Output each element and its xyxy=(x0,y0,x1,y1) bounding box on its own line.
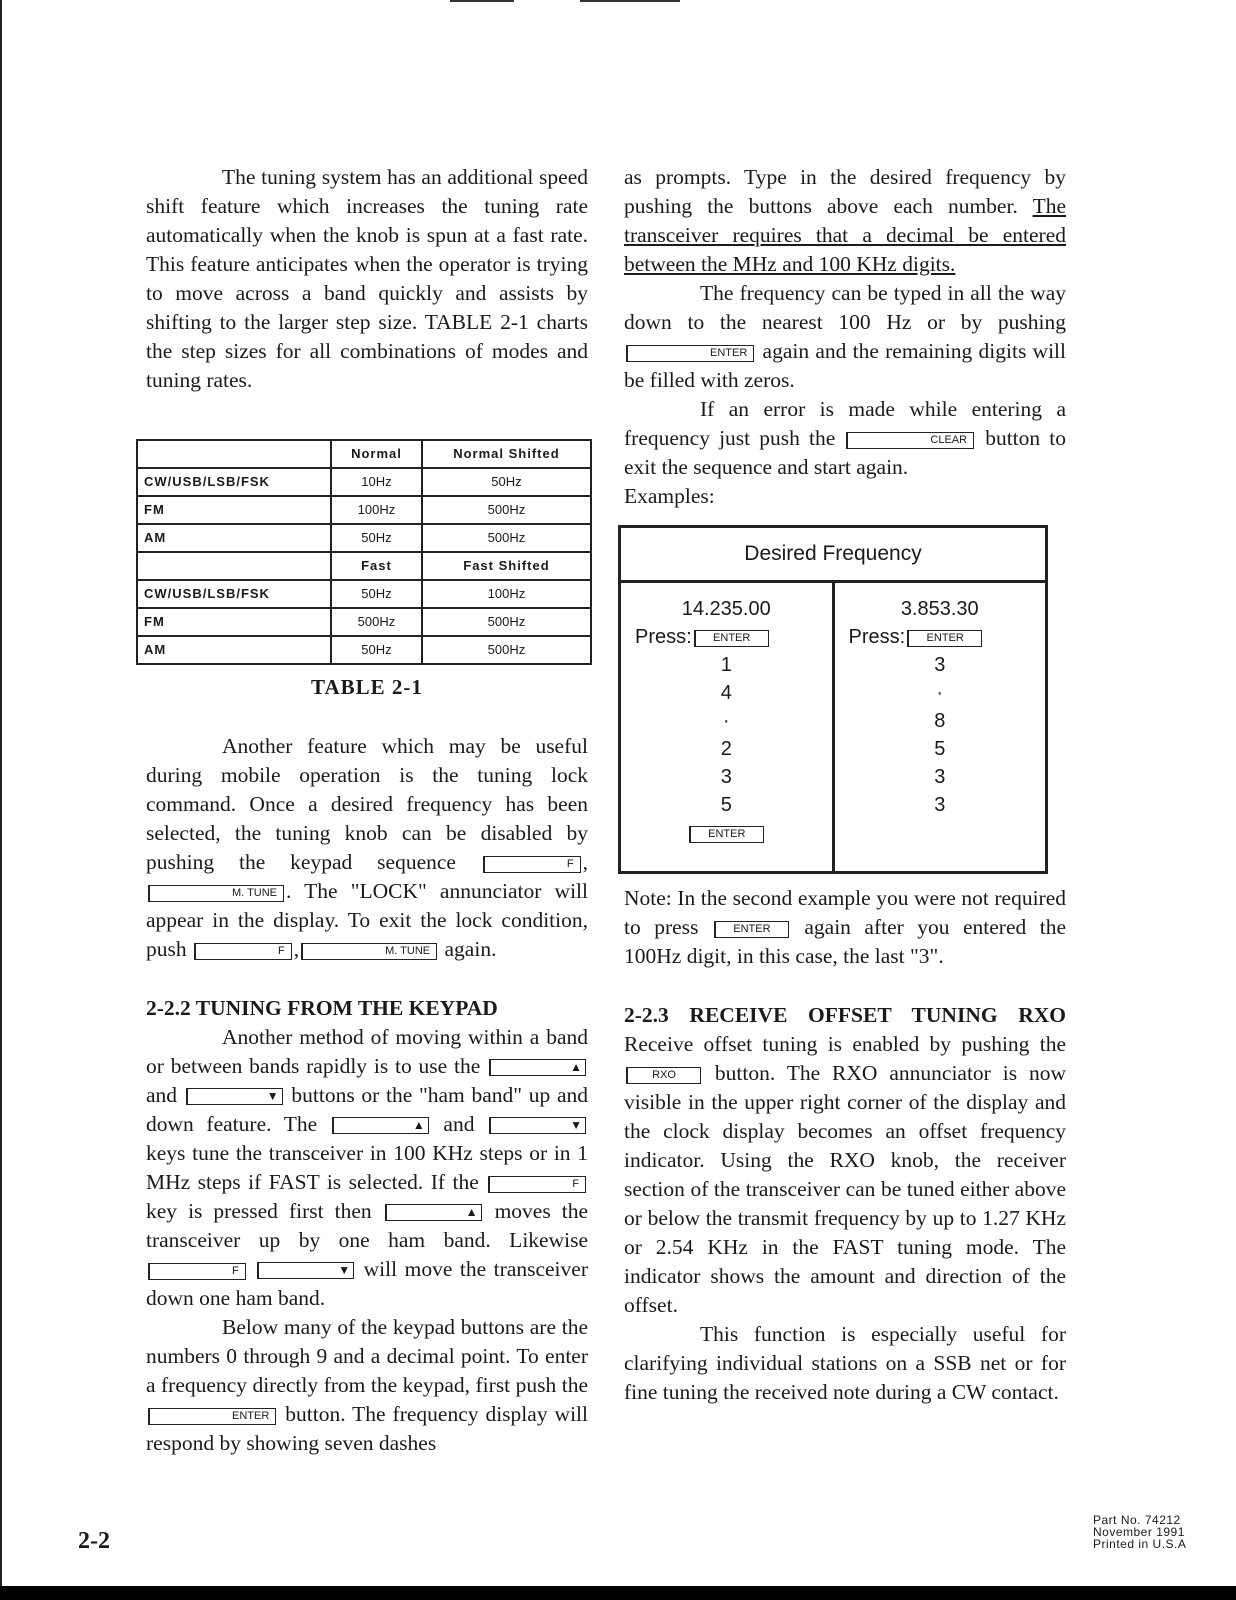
decimal-requirement-note: The transceiver requires that a decimal be entered between the MHz and 100 KHz digits. xyxy=(624,194,1066,276)
table-row xyxy=(620,582,1047,873)
table-cell: 50Hz xyxy=(331,524,422,552)
scan-edge xyxy=(0,1586,1236,1600)
m-tune-key: M. TUNE xyxy=(148,885,284,902)
table-cell-empty xyxy=(137,552,331,580)
top-rule xyxy=(450,0,514,2)
table-cell: CW/USB/LSB/FSK xyxy=(137,468,331,496)
digit: 2 xyxy=(720,738,732,760)
digit: · xyxy=(936,682,944,704)
text-run: keys tune the transceiver in 100 KHz steps or in 1 MHz steps if FAST is selected. If the xyxy=(146,1141,588,1194)
f-key: F xyxy=(148,1263,246,1280)
paragraph-fill-zeros xyxy=(624,279,1066,395)
text-run: again after you entered the 100Hz digit, in this case, the last "3". xyxy=(624,915,1066,968)
examples-label: Examples: xyxy=(624,484,715,508)
table-header: Normal xyxy=(331,440,422,468)
section-heading-2-2-2: 2-2.2 TUNING FROM THE KEYPAD xyxy=(146,996,498,1020)
digit: 3 xyxy=(720,766,732,788)
enter-key: ENTER xyxy=(714,921,789,938)
digit: 3 xyxy=(934,654,946,676)
text-run: as prompts. Type in the desired frequency by pushing the buttons above each number. xyxy=(624,165,1066,218)
text-run: and xyxy=(443,1112,475,1136)
text-run: moves the transceiver up by one ham band. Likewise xyxy=(146,1199,589,1252)
example-2-cell xyxy=(833,582,1047,873)
press-line xyxy=(621,623,832,651)
paragraph-keypad-tuning xyxy=(146,1023,588,1313)
example-1-frequency: 14.235.00 xyxy=(681,598,771,620)
paragraph-direct-entry xyxy=(146,1313,588,1458)
clear-key: CLEAR xyxy=(846,432,974,449)
paragraph-tuning-speed-shift: The tuning system has an additional speed shift feature which increases the tuning rate automatically when the knob is spun at a fast rate. This feature anticipates when the operator is trying to move across a band quickly and assists by shifting to the larger step size. TABLE 2-1 charts the step sizes for all combinations of modes and tuning rates. xyxy=(146,165,588,392)
right-column xyxy=(624,163,1066,1407)
f-key: F xyxy=(194,943,292,960)
digit: 1 xyxy=(720,654,732,676)
text-run: If an error is made while entering a frequency just push the xyxy=(624,397,1066,450)
table-cell: 10Hz xyxy=(331,468,422,496)
digit: · xyxy=(722,710,730,732)
section-heading-2-2-3: 2-2.3 RECEIVE OFFSET TUNING RXO xyxy=(624,1003,1066,1027)
text-run: again. xyxy=(444,937,497,961)
f-key: F xyxy=(488,1176,586,1193)
table-cell: 50Hz xyxy=(331,636,422,664)
down-arrow-key-icon: ▼ xyxy=(186,1088,283,1105)
text-run: Another feature which may be useful during mobile operation is the tuning lock command. Once a desired frequency has been selected, the tuning knob can be disabled by pushing the keypad sequence xyxy=(146,734,588,874)
table-row xyxy=(137,440,591,468)
table-caption: TABLE 2-1 xyxy=(311,675,423,699)
table-row xyxy=(137,496,591,524)
table-row xyxy=(137,636,591,664)
table-cell: 500Hz xyxy=(422,496,591,524)
paragraph-note xyxy=(624,884,1066,971)
print-date: November 1991 xyxy=(1093,1525,1185,1539)
digit: 8 xyxy=(934,710,946,732)
table-cell: 100Hz xyxy=(331,496,422,524)
text-run: will move the transceiver down one ham band. xyxy=(146,1257,588,1310)
f-key: F xyxy=(483,856,581,873)
table-row xyxy=(137,468,591,496)
paragraph-rxo xyxy=(624,1001,1066,1320)
table-row xyxy=(137,580,591,608)
frequency-examples-table xyxy=(618,525,1048,874)
digit: 4 xyxy=(720,682,732,704)
top-rule xyxy=(580,0,680,2)
table-cell: 100Hz xyxy=(422,580,591,608)
rxo-key: RXO xyxy=(626,1067,701,1084)
text-run: Receive offset tuning is enabled by pushing the xyxy=(624,1032,1066,1056)
enter-key: ENTER xyxy=(907,630,982,647)
text-run: key is pressed first then xyxy=(146,1199,372,1223)
table-cell: FM xyxy=(137,496,331,524)
paragraph-tuning-lock: Another feature which may be useful during mobile operation is the tuning lock command. Once a desired frequency has been selected, the tuning knob can be disabled by pushing the keypad sequence F ,M. TUNE . The "LOCK" annunciator will appear in the display. To exit the lock condition, push F , M. TUNE again. xyxy=(146,734,589,961)
step-size-table xyxy=(136,439,592,665)
press-label: Press: xyxy=(848,626,906,648)
table-cell: AM xyxy=(137,524,331,552)
table-cell: 500Hz xyxy=(331,608,422,636)
table-header: Normal Shifted xyxy=(422,440,591,468)
page-number: 2-2 xyxy=(78,1528,110,1554)
paragraph-rxo-usage: This function is especially useful for clarifying individual stations on a SSB net or for fine tuning the received note during a CW contact. xyxy=(624,1322,1066,1404)
paragraph-clear xyxy=(624,395,1066,482)
left-column xyxy=(146,163,588,1458)
part-info xyxy=(1093,1514,1186,1550)
up-arrow-key-icon: ▲ xyxy=(332,1117,429,1134)
text-run: The "LOCK" annunciator will appear in the display. To exit the lock condition, push xyxy=(146,879,588,961)
m-tune-key: M. TUNE xyxy=(301,943,437,960)
digit: 3 xyxy=(934,766,946,788)
part-number: Part No. 74212 xyxy=(1093,1513,1181,1527)
table-header: Desired Frequency xyxy=(620,527,1047,582)
text-run: and xyxy=(146,1083,178,1107)
page-edge xyxy=(0,0,2,1600)
table-cell-empty xyxy=(137,440,331,468)
table-cell: 50Hz xyxy=(331,580,422,608)
digit: 5 xyxy=(720,794,732,816)
table-row xyxy=(137,608,591,636)
paragraph-prompts xyxy=(624,163,1066,279)
enter-key: ENTER xyxy=(148,1408,276,1425)
table-cell: FM xyxy=(137,608,331,636)
text-run: button. The RXO annunciator is now visible in the upper right corner of the display and the clock display becomes an offset frequency indicator. Using the RXO knob, the receiver section of the transceiver can be tuned either above or below the transmit frequency by up to 1.27 KHz or 2.54 KHz in the FAST tuning mode. The indicator shows the amount and direction of the offset. xyxy=(624,1061,1067,1317)
text-run: again and the remaining digits will be filled with zeros. xyxy=(624,339,1066,392)
enter-step xyxy=(621,819,832,847)
table-cell: 500Hz xyxy=(422,608,591,636)
down-arrow-key-icon: ▼ xyxy=(257,1262,354,1279)
table-row xyxy=(137,552,591,580)
down-arrow-key-icon: ▼ xyxy=(489,1117,586,1134)
text-run: The frequency can be typed in all the way down to the nearest 100 Hz or by pushing xyxy=(624,281,1066,334)
text-run: Note: In the second example you were not required to press xyxy=(624,886,1066,939)
table-cell: 50Hz xyxy=(422,468,591,496)
digit: 5 xyxy=(934,738,946,760)
text-run: buttons or the "ham band" up and down feature. The xyxy=(146,1083,589,1136)
enter-key: ENTER xyxy=(689,826,764,843)
up-arrow-key-icon: ▲ xyxy=(385,1204,482,1221)
table-cell: 500Hz xyxy=(422,524,591,552)
table-header: Fast Shifted xyxy=(422,552,591,580)
text-run: Another method of moving within a band or between bands rapidly is to use the xyxy=(146,1025,588,1078)
digit: 3 xyxy=(934,794,946,816)
enter-key: ENTER xyxy=(694,630,769,647)
press-label: Press: xyxy=(635,626,692,648)
text-run: button to exit the sequence and start again. xyxy=(624,426,1066,479)
table-row xyxy=(137,524,591,552)
enter-key: ENTER xyxy=(626,345,754,362)
text-run: button. The frequency display will respond by showing seven dashes xyxy=(146,1402,588,1455)
table-cell: 500Hz xyxy=(422,636,591,664)
printed-location: Printed in U.S.A xyxy=(1093,1537,1187,1551)
press-line xyxy=(835,623,1046,651)
table-row xyxy=(620,527,1047,582)
table-header: Fast xyxy=(331,552,422,580)
example-1-cell xyxy=(620,582,834,873)
table-cell: CW/USB/LSB/FSK xyxy=(137,580,331,608)
text-run: Below many of the keypad buttons are the numbers 0 through 9 and a decimal point. To enter a frequency directly from the keypad, first push the xyxy=(146,1315,588,1397)
table-cell: AM xyxy=(137,636,331,664)
example-2-frequency: 3.853.30 xyxy=(900,598,979,620)
up-arrow-key-icon: ▲ xyxy=(489,1059,586,1076)
